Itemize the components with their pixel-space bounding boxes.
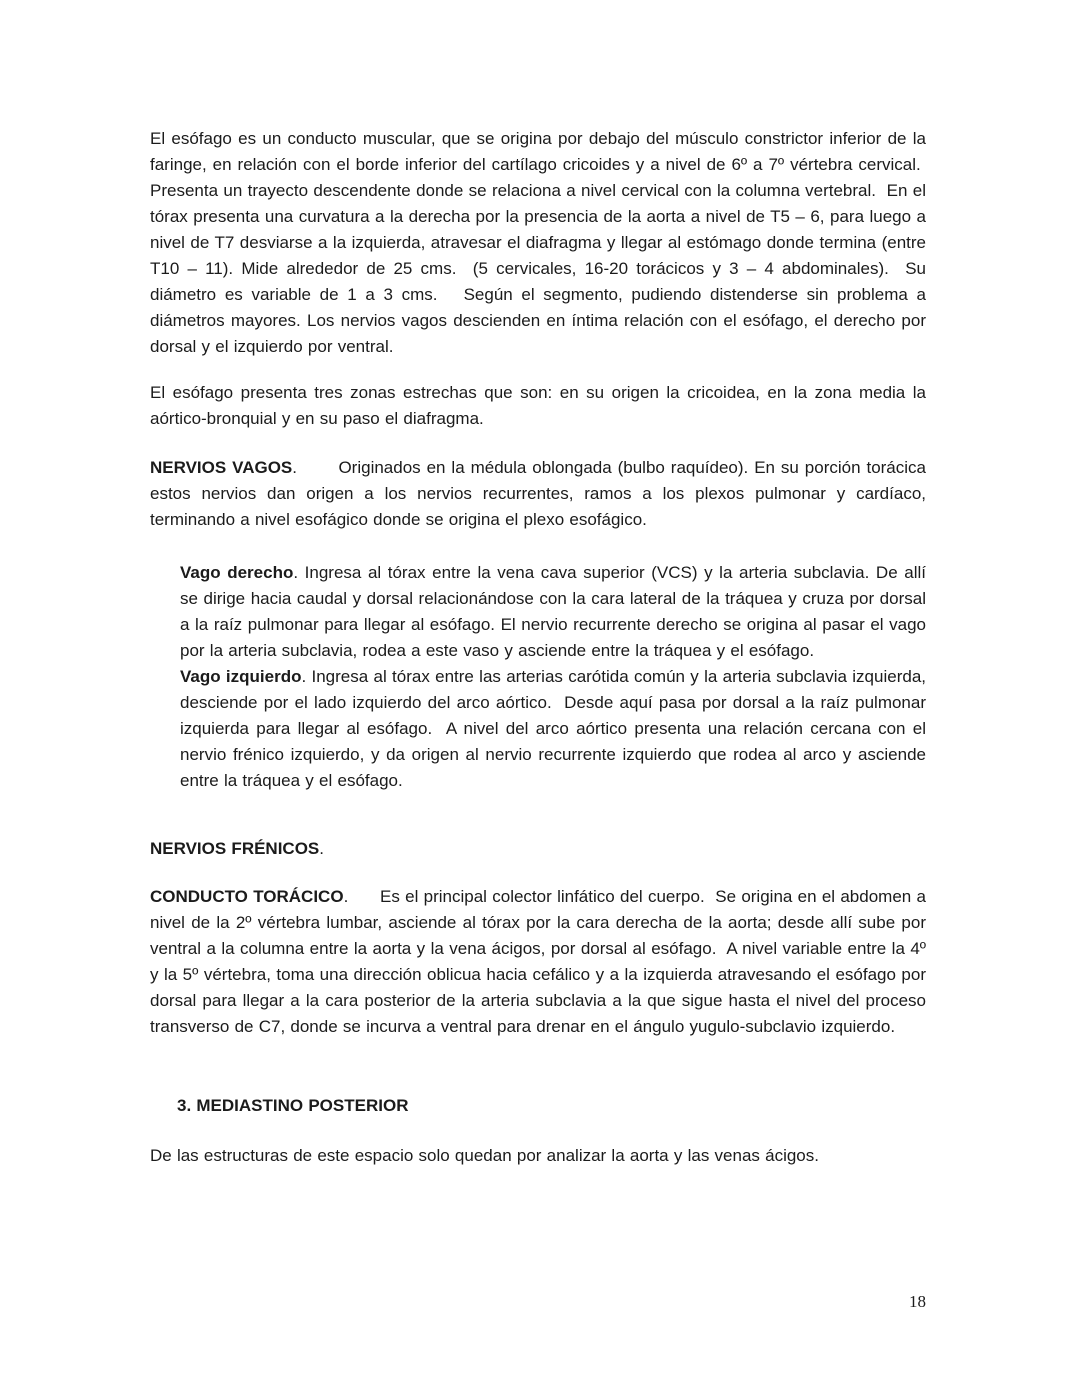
paragraph-vago-izquierdo (180, 664, 926, 794)
paragraph-final: De las estructuras de este espacio solo quedan por analizar la aorta y las venas ácigos. (150, 1146, 819, 1165)
heading-mediastino-posterior: 3. MEDIASTINO POSTERIOR (177, 1096, 409, 1115)
paragraph-zonas-estrechas: El esófago presenta tres zonas estrechas que son: en su origen la cricoidea, en la zona media la aórtico-bronquial y en su paso el diafragma. (150, 383, 926, 428)
paragraph-conducto-toracico-text: . Es el principal colector linfático del cuerpo. Se origina en el abdomen a nivel de la 2º vértebra lumbar, asciende al tórax por la cara derecha de la aorta; desde allí sube por ventral a la columna entre la aorta y la vena ácigos, por dorsal al esófago. A nivel variable entre la 4º y la 5º vértebra, toma una dirección oblicua hacia cefálico y a la izquierda atravesando el esófago por dorsal para llegar a la cara posterior de la arteria subclavia a la que sigue hasta el nivel del proceso transverso de C7, donde se incurva a ventral para drenar en el ángulo yugulo-subclavio izquierdo. (150, 887, 926, 1036)
heading-vago-derecho: Vago derecho (180, 563, 294, 582)
heading-nervios-frenicos-label: NERVIOS FRÉNICOS (150, 839, 320, 858)
heading-nervios-frenicos (150, 836, 926, 862)
paragraph-vago-derecho-text: . Ingresa al tórax entre la vena cava superior (VCS) y la arteria subclavia. De allí se dirige hacia caudal y dorsal relacionándose con la cara lateral de la tráquea y cruza por dorsal a la raíz pulmonar para llegar al esófago. El nervio recurrente derecho se origina al pasar el vago por la arteria subclavia, rodea a este vaso y asciende entre la tráquea y el esófago. (180, 563, 926, 660)
paragraph-vago-izquierdo-text: . Ingresa al tórax entre las arterias carótida común y la arteria subclavia izquierda, desciende por el lado izquierdo del arco aórtico. Desde aquí pasa por dorsal a la raíz pulmonar izquierda para llegar al esófago. A nivel del arco aórtico presenta una relación cercana con el nervio frénico izquierdo, y da origen al nervio recurrente izquierdo que rodea al arco y asciende entre la tráquea y el esófago. (180, 667, 926, 790)
paragraph-nervios-vagos (150, 455, 926, 533)
document-body (150, 126, 926, 1169)
paragraph-esofago-intro: El esófago es un conducto muscular, que se origina por debajo del músculo constrictor inferior de la faringe, en relación con el borde inferior del cartílago cricoides y a nivel de 6º a 7º vértebra cervical. Presenta un trayecto descendente donde se relaciona a nivel cervical con la columna vertebral. En el tórax presenta una curvatura a la derecha por la presencia de la aorta a nivel de T5 – 6, para luego a nivel de T7 desviarse a la izquierda, atravesar el diafragma y llegar al estómago donde termina (entre T10 – 11). Mide alrededor de 25 cms. (5 cervicales, 16-20 torácicos y 3 – 4 abdominales). Su diámetro es variable de 1 a 3 cms. Según el segmento, pudiendo distenderse sin problema a diámetros mayores. Los nervios vagos descienden en íntima relación con el esófago, el derecho por dorsal y el izquierdo por ventral. (150, 129, 926, 356)
heading-nervios-vagos: NERVIOS VAGOS (150, 458, 293, 477)
page-number: 18 (909, 1292, 926, 1311)
heading-conducto-toracico: CONDUCTO TORÁCICO (150, 887, 344, 906)
heading-nervios-frenicos-period: . (319, 839, 325, 858)
paragraph-nervios-vagos-text: . Originados en la médula oblongada (bulbo raquídeo). En su porción torácica estos nervios dan origen a los nervios recurrentes, ramos a los plexos pulmonar y cardíaco, terminando a nivel esofágico donde se origina el plexo esofágico. (150, 458, 926, 529)
paragraph-conducto-toracico (150, 884, 926, 1040)
paragraph-vago-derecho (180, 560, 926, 664)
heading-vago-izquierdo: Vago izquierdo (180, 667, 302, 686)
